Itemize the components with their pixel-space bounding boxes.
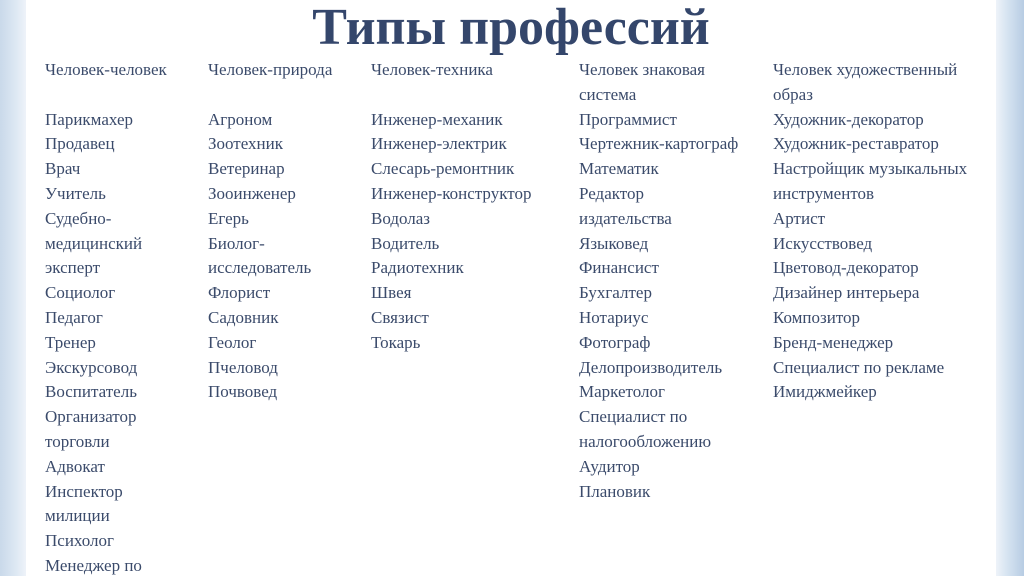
profession-item: Пчеловод (208, 357, 278, 377)
profession-item: Инженер-конструктор (371, 183, 532, 203)
profession-item: Психолог (45, 531, 115, 551)
column-person-sign-system (579, 58, 769, 504)
profession-list (371, 108, 567, 356)
column-header: Человек-природа (208, 60, 333, 79)
profession-item: Дизайнер интерьера (773, 283, 920, 303)
profession-item: Художник-декоратор (773, 109, 924, 129)
profession-item: Специалист по налогообложению (579, 407, 712, 451)
profession-item: Швея (371, 283, 412, 303)
profession-item: Нотариус (579, 307, 649, 327)
left-edge-gradient (0, 0, 26, 576)
profession-item: Ветеринар (208, 159, 285, 179)
profession-item: Фотограф (579, 332, 651, 352)
right-edge-gradient (996, 0, 1024, 576)
profession-item: Композитор (773, 307, 861, 327)
profession-item: Радиотехник (371, 258, 464, 278)
profession-item: Парикмахер (45, 109, 133, 129)
profession-item: Организатор торговли (45, 407, 137, 451)
profession-item: Экскурсовод (45, 357, 138, 377)
profession-item: Имиджмейкер (773, 382, 877, 402)
profession-item: Аудитор (579, 456, 640, 476)
profession-item: Инспектор милиции (45, 481, 123, 526)
profession-item: Цветовод-декоратор (773, 258, 919, 278)
profession-item: Чертежник-картограф (579, 134, 739, 154)
profession-item: Программист (579, 109, 677, 129)
profession-item: Бренд-менеджер (773, 332, 894, 352)
profession-item: Педагог (45, 307, 103, 327)
profession-item: Водолаз (371, 208, 431, 228)
profession-item: Специалист по рекламе (773, 357, 945, 377)
profession-item: Бухгалтер (579, 283, 652, 303)
profession-item: Водитель (371, 233, 440, 253)
column-person-artistic-image (773, 58, 993, 405)
profession-item: Адвокат (45, 456, 105, 476)
profession-item: Почвовед (208, 382, 278, 402)
profession-item: Зооинженер (208, 183, 296, 203)
profession-item: Токарь (371, 332, 421, 352)
profession-item: Связист (371, 307, 429, 327)
column-person-technology (371, 58, 567, 356)
profession-item: Биолог- исследователь (208, 233, 312, 278)
profession-item: Воспитатель (45, 382, 137, 402)
profession-item: Учитель (45, 183, 106, 203)
profession-item: Настройщик музыкальных инструментов (773, 159, 968, 203)
column-header: Человек знаковая система (579, 60, 705, 104)
profession-item: Зоотехник (208, 134, 283, 154)
profession-list (579, 108, 769, 505)
profession-item: Делопроизводитель (579, 357, 723, 377)
profession-item: Слесарь-ремонтник (371, 159, 515, 179)
profession-list (45, 108, 195, 579)
profession-item: Языковед (579, 233, 649, 253)
profession-item: Плановик (579, 481, 651, 501)
profession-item: Тренер (45, 332, 96, 352)
profession-item: Флорист (208, 283, 271, 303)
column-header: Человек-техника (371, 60, 493, 79)
column-header: Человек-человек (45, 60, 167, 79)
profession-item: Редактор издательства (579, 183, 672, 228)
profession-item: Математик (579, 159, 659, 179)
profession-item: Маркетолог (579, 382, 665, 402)
profession-item: Инженер-электрик (371, 134, 507, 154)
profession-item: Агроном (208, 109, 273, 129)
profession-item: Артист (773, 208, 826, 228)
profession-item: Геолог (208, 332, 257, 352)
profession-item: Врач (45, 159, 81, 179)
profession-list (208, 108, 358, 406)
profession-item: Садовник (208, 307, 279, 327)
profession-item: Инженер-механик (371, 109, 503, 129)
profession-item: Егерь (208, 208, 249, 228)
profession-item: Социолог (45, 283, 116, 303)
slide-title: Типы профессий (312, 0, 710, 56)
column-header: Человек художественный образ (773, 60, 958, 104)
column-person-nature (208, 58, 358, 405)
profession-list (773, 108, 993, 406)
profession-item: Финансист (579, 258, 659, 278)
column-person-person (45, 58, 195, 579)
profession-item: Судебно- медицинский эксперт (45, 208, 143, 278)
profession-item: Менеджер по (45, 555, 142, 575)
profession-item: Искусствовед (773, 233, 873, 253)
profession-item: Художник-реставратор (773, 134, 939, 154)
profession-item: Продавец (45, 134, 115, 154)
